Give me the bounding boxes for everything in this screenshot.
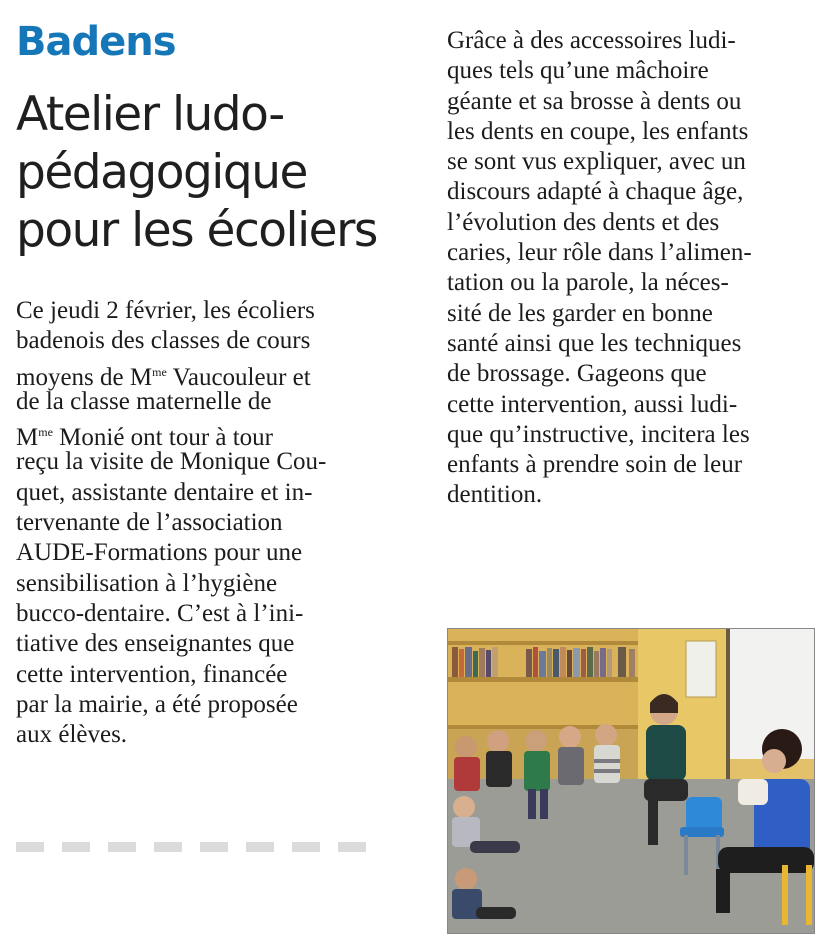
text-line: sensibilisation à l’hygiène [16,569,278,597]
text-line: géante et sa brosse à dents ou [447,87,742,115]
section-rubric: Badens [16,19,176,65]
text-line: Ce jeudi 2 février, les écoliers [16,297,315,324]
text-line: ques tels qu’une mâchoire [447,57,709,85]
text-line: caries, leur rôle dans l’alimen- [447,239,752,267]
article-column-right [447,26,819,511]
text-line: par la mairie, a été proposée [16,690,298,718]
text-line: santé ainsi que les techniques [447,329,742,357]
text-line: Grâce à des accessoires ludi- [447,27,736,54]
text-line: cette intervention, financée [16,660,288,688]
text-line: reçu la visite de Monique Cou- [16,448,327,476]
shelf-board [448,677,638,682]
text-line: quet, assistante dentaire et in- [16,478,313,506]
headline-line: pour les écoliers [16,203,377,258]
books [452,647,635,677]
text-line: tervenante de l’association [16,509,283,537]
board-frame [726,629,730,779]
text-line: badenois des classes de cours [16,327,311,355]
headline [16,86,416,260]
article-column-left [16,296,386,750]
text-line: se sont vus expliquer, avec un [447,148,746,176]
text-line: bucco-dentaire. C’est à l’ini- [16,599,304,627]
headline-line: pédagogique [16,145,307,200]
text-line: enfants à prendre soin de leur [447,451,743,479]
text-line: cette intervention, aussi ludi- [447,390,738,418]
text-line: discours adapté à chaque âge, [447,178,744,206]
text-line: dentition. [447,481,543,509]
text-line: l’évolution des dents et des [447,208,720,236]
text-line: de la classe maternelle de [16,387,272,415]
classroom-photo [447,628,815,934]
text-line: AUDE-Formations pour une [16,539,303,567]
text-line: de brossage. Gageons que [447,360,707,388]
shelf-board [448,641,638,645]
headline-line: Atelier ludo- [16,87,284,142]
text-line: aux élèves. [16,721,128,749]
poster [686,641,716,697]
text-line: $M^{me}$ Monié ont tour à tour [16,424,274,452]
clipping-cut-edge [16,842,366,852]
text-line: que qu’instructive, incitera les [447,420,750,448]
text-line: tation ou la parole, la néces- [447,269,729,297]
text-line: sité de les garder en bonne [447,299,713,327]
text-line: tiative des enseignantes que [16,630,295,658]
classroom-photo-illustration [448,629,814,933]
text-line: les dents en coupe, les enfants [447,117,749,145]
text-line: moyens de $M^{me}$ Vaucouleur et [16,363,311,391]
